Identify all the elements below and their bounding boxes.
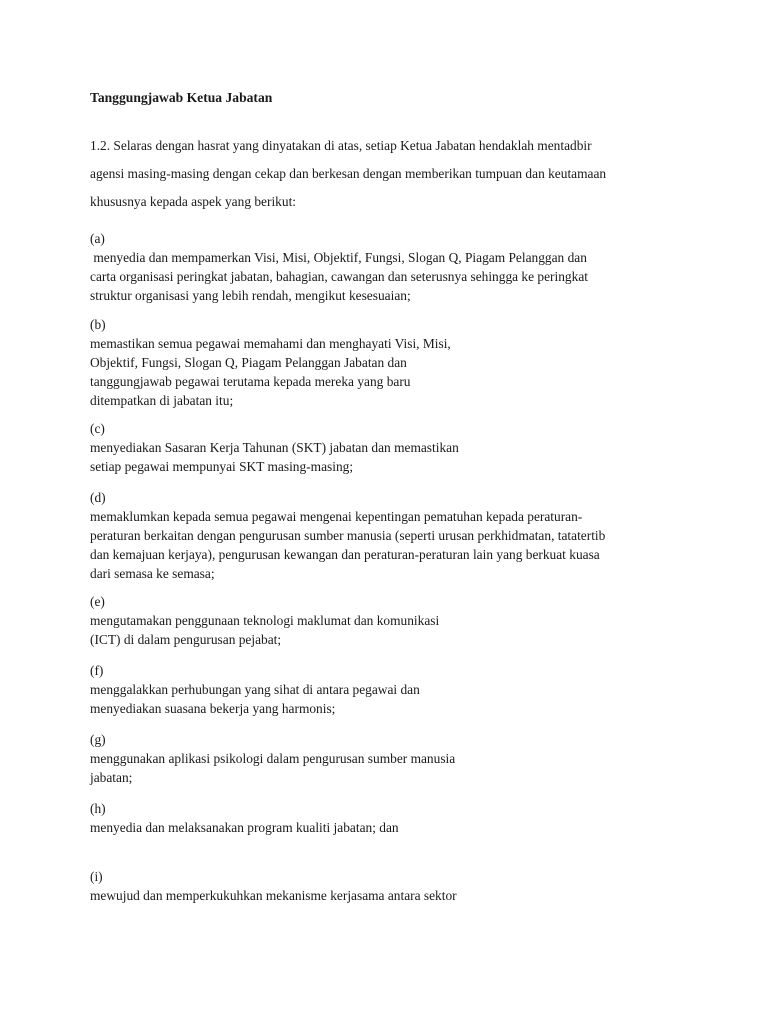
- item-label: (h): [90, 801, 106, 816]
- item-text-line: dan kemajuan kerjaya), pengurusan kewangan dan peraturan-peraturan lain yang berkuat kuasa: [90, 547, 600, 562]
- item-text-line: struktur organisasi yang lebih rendah, mengikut kesesuaian;: [90, 288, 411, 303]
- item-text-line: carta organisasi peringkat jabatan, bahagian, cawangan dan seterusnya sehingga ke peringkat: [90, 269, 588, 284]
- item-label: (c): [90, 421, 105, 436]
- list-item-i: [90, 867, 690, 905]
- item-text-line: menggalakkan perhubungan yang sihat di antara pegawai dan: [90, 682, 420, 697]
- item-label: (i): [90, 869, 103, 884]
- item-label: (f): [90, 663, 104, 678]
- item-label: (a): [90, 231, 105, 246]
- list-item-e: [90, 592, 690, 649]
- document-title: Tanggungjawab Ketua Jabatan: [90, 90, 273, 105]
- intro-line: khususnya kepada aspek yang berikut:: [90, 194, 297, 209]
- item-label: (g): [90, 732, 106, 747]
- list-item-c: [90, 419, 690, 476]
- item-text-line: dari semasa ke semasa;: [90, 566, 215, 581]
- item-label: (d): [90, 490, 106, 505]
- item-text-line: memastikan semua pegawai memahami dan menghayati Visi, Misi,: [90, 336, 451, 351]
- item-text-line: menyedia dan mempamerkan Visi, Misi, Objektif, Fungsi, Slogan Q, Piagam Pelanggan dan: [90, 250, 587, 265]
- item-text-line: mengutamakan penggunaan teknologi maklumat dan komunikasi: [90, 613, 440, 628]
- item-text-line: Objektif, Fungsi, Slogan Q, Piagam Pelanggan Jabatan dan: [90, 355, 407, 370]
- item-text-line: peraturan berkaitan dengan pengurusan sumber manusia (seperti urusan perkhidmatan, tatatertib: [90, 528, 606, 543]
- item-text-line: menyedia dan melaksanakan program kualiti jabatan; dan: [90, 820, 399, 835]
- item-text-line: jabatan;: [90, 770, 133, 785]
- item-label: (b): [90, 317, 106, 332]
- item-text-line: memaklumkan kepada semua pegawai mengenai kepentingan pematuhan kepada peraturan-: [90, 509, 583, 524]
- intro-line: 1.2. Selaras dengan hasrat yang dinyatakan di atas, setiap Ketua Jabatan hendaklah mentadbir: [90, 138, 592, 153]
- list-item-b: [90, 315, 690, 410]
- item-text-line: ditempatkan di jabatan itu;: [90, 393, 234, 408]
- item-text-line: tanggungjawab pegawai terutama kepada mereka yang baru: [90, 374, 411, 389]
- item-text-line: (ICT) di dalam pengurusan pejabat;: [90, 632, 282, 647]
- item-text-line: mewujud dan memperkukuhkan mekanisme kerjasama antara sektor: [90, 888, 457, 903]
- list-item-d: [90, 488, 690, 583]
- item-text-line: menyediakan Sasaran Kerja Tahunan (SKT) jabatan dan memastikan: [90, 440, 459, 455]
- list-item-f: [90, 661, 690, 718]
- list-item-h: [90, 799, 690, 837]
- list-item-a: [90, 229, 690, 305]
- item-label: (e): [90, 594, 105, 609]
- list-item-g: [90, 730, 690, 787]
- item-text-line: menyediakan suasana bekerja yang harmonis;: [90, 701, 336, 716]
- item-text-line: menggunakan aplikasi psikologi dalam pengurusan sumber manusia: [90, 751, 456, 766]
- intro-line: agensi masing-masing dengan cekap dan berkesan dengan memberikan tumpuan dan keutamaan: [90, 166, 607, 181]
- item-text-line: setiap pegawai mempunyai SKT masing-masing;: [90, 459, 354, 474]
